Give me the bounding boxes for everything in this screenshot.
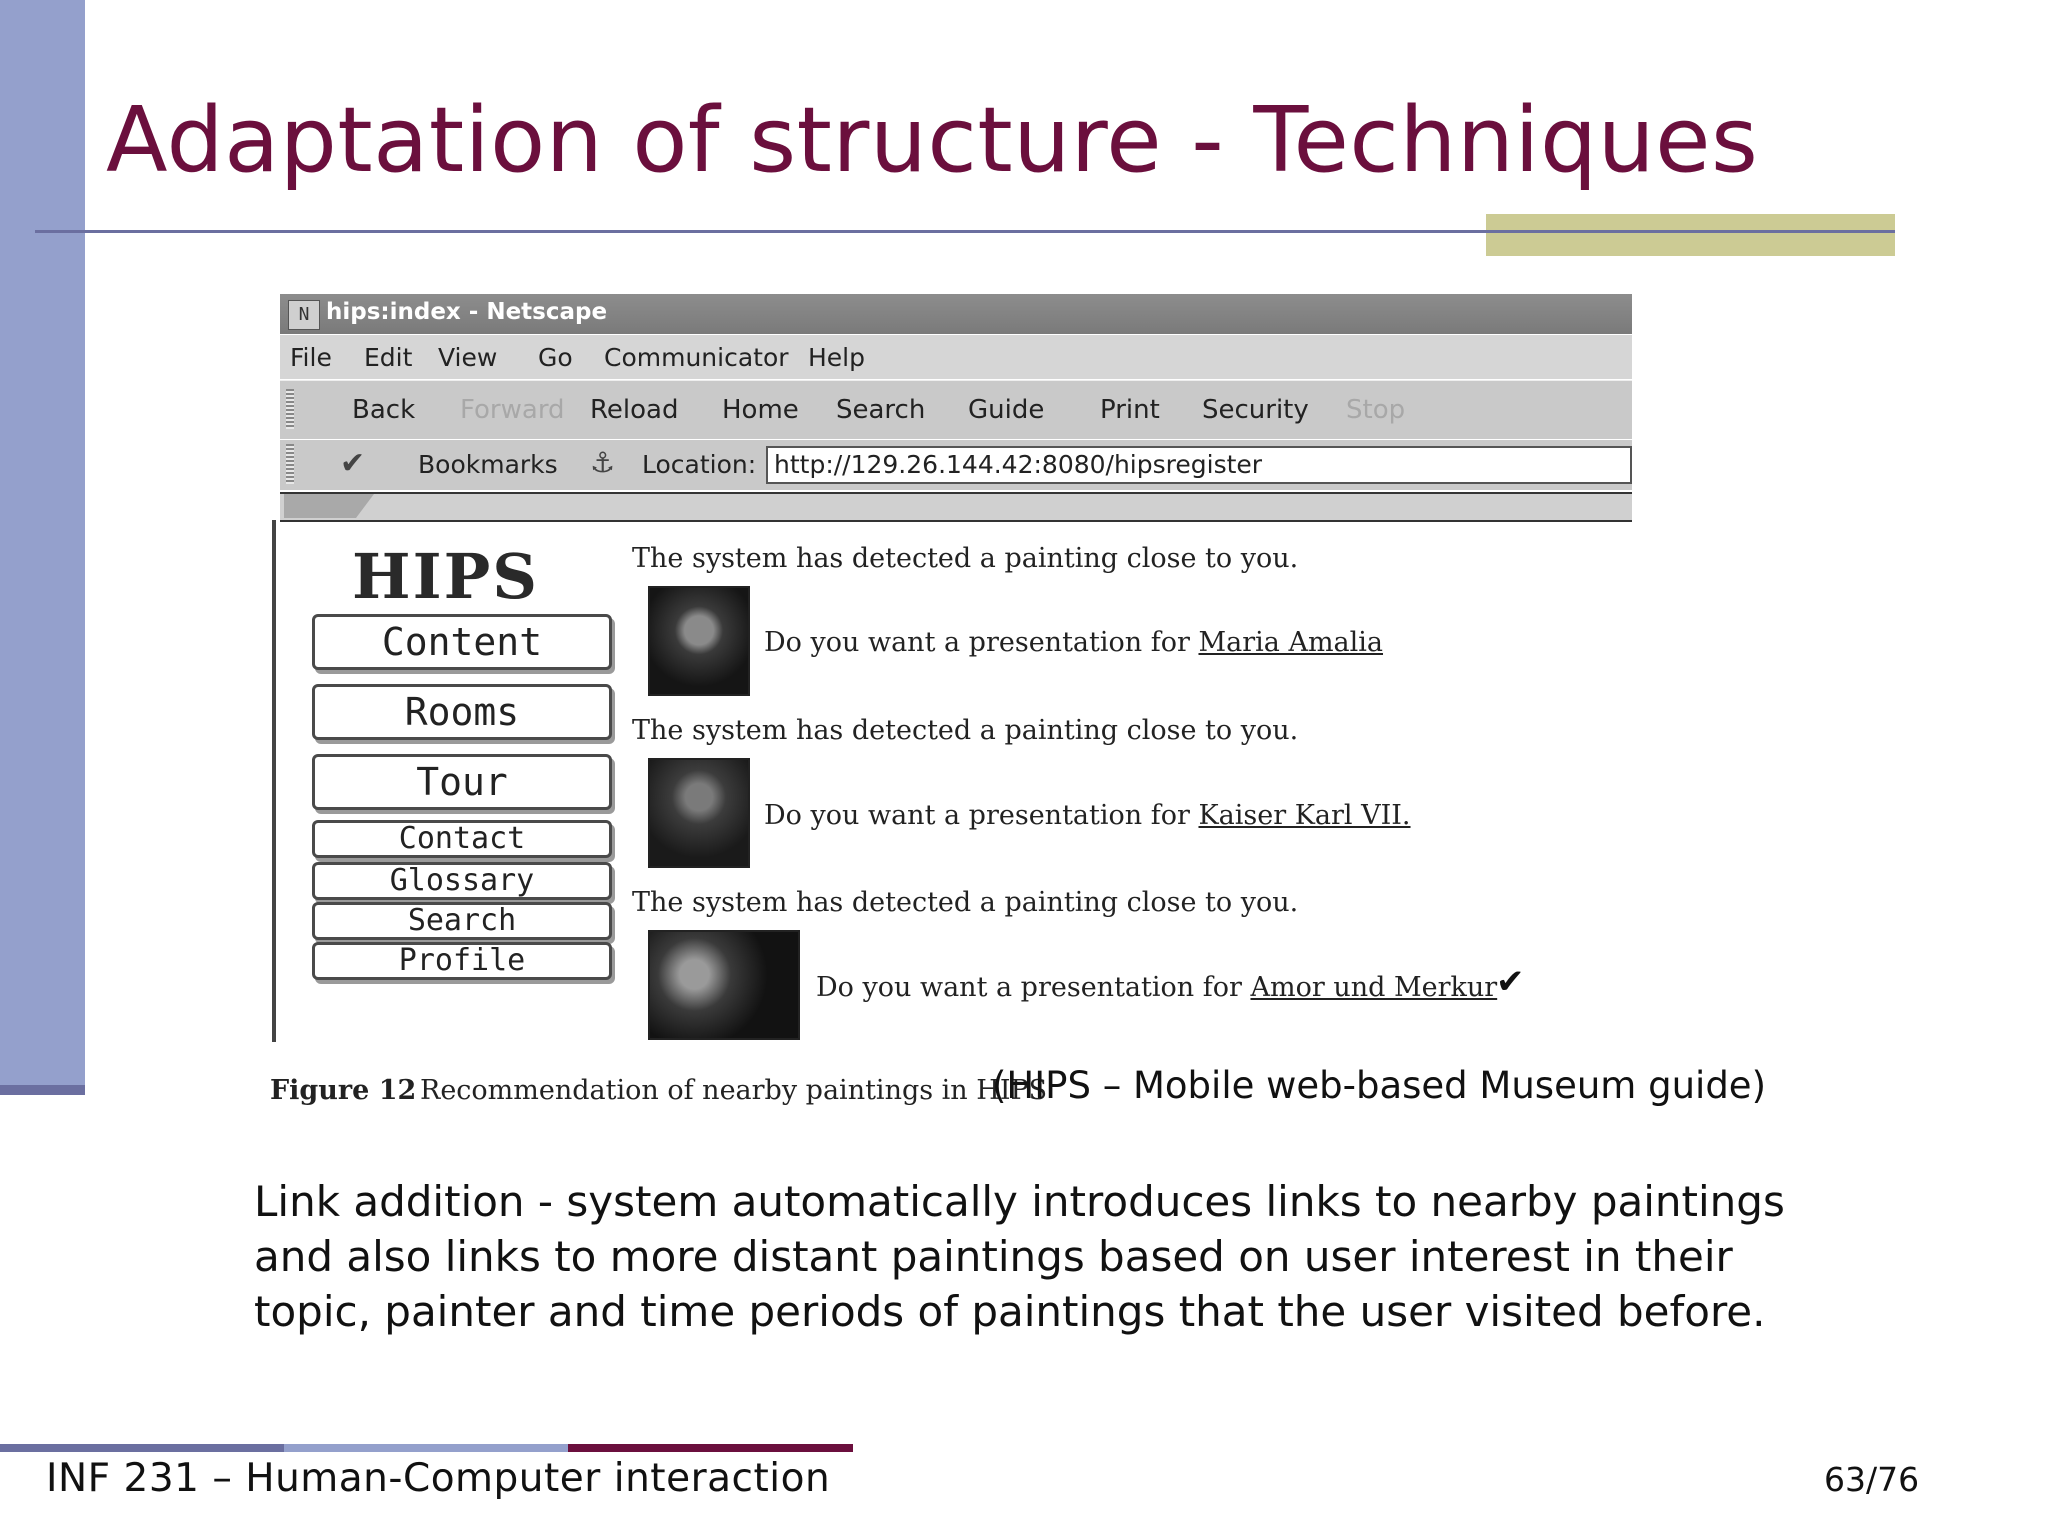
painting-link-kaiser-karl-vii[interactable]: Kaiser Karl VII.: [1198, 800, 1411, 831]
nav-tour-button[interactable]: Tour: [312, 754, 612, 810]
browser-toolbar: [280, 380, 1632, 439]
body-paragraph: [254, 1174, 1814, 1339]
body-line: and also links to more distant paintings based on user interest in their: [254, 1232, 1733, 1281]
print-button[interactable]: Print: [1100, 395, 1160, 425]
painting-link-maria-amalia[interactable]: Maria Amalia: [1198, 627, 1384, 658]
title-accent-block: [1486, 214, 1895, 256]
recommendation-question: [816, 972, 1497, 1003]
netscape-icon: N: [288, 300, 320, 330]
checkmark-icon: ✔: [1496, 962, 1525, 1002]
painting-thumbnail[interactable]: [648, 586, 750, 696]
browser-window-title: hips:index - Netscape: [326, 299, 608, 325]
home-button[interactable]: Home: [722, 395, 799, 425]
page-frame-border: [272, 520, 276, 1042]
figure-caption-number: Figure 12: [270, 1075, 417, 1106]
nav-contact-button[interactable]: Contact: [312, 820, 612, 858]
footer-bar-segment: [0, 1444, 284, 1452]
detected-message: The system has detected a painting close to you.: [632, 887, 1299, 918]
personal-toolbar: [280, 492, 1632, 522]
locationbar-grip[interactable]: [286, 444, 294, 484]
browser-menubar: [280, 335, 1632, 379]
detected-message: The system has detected a painting close to you.: [632, 715, 1299, 746]
detected-message: The system has detected a painting close to you.: [632, 543, 1299, 574]
guide-button[interactable]: Guide: [968, 395, 1045, 425]
bookmarks-button[interactable]: Bookmarks: [418, 450, 558, 479]
menu-communicator[interactable]: Communicator: [604, 343, 789, 372]
left-side-bar: [0, 0, 85, 1085]
painting-link-amor-und-merkur[interactable]: Amor und Merkur: [1250, 972, 1498, 1003]
forward-button[interactable]: Forward: [460, 395, 565, 425]
reload-button[interactable]: Reload: [590, 395, 679, 425]
toolbar-grip[interactable]: [286, 389, 294, 429]
title-rule-overlay: [1486, 230, 1895, 233]
painting-thumbnail[interactable]: [648, 930, 800, 1040]
bookmarks-icon[interactable]: ✔: [340, 446, 366, 481]
figure-caption-text: Recommendation of nearby paintings in HIPS: [420, 1075, 1048, 1106]
menu-file[interactable]: File: [290, 343, 332, 372]
question-prefix: Do you want a presentation for: [816, 972, 1242, 1003]
recommendation-question: [764, 627, 1383, 658]
nav-glossary-button[interactable]: Glossary: [312, 862, 612, 900]
slide-title: Adaptation of structure - Techniques: [106, 88, 1759, 193]
painting-thumbnail[interactable]: [648, 758, 750, 868]
stop-button[interactable]: Stop: [1346, 395, 1406, 425]
menu-go[interactable]: Go: [538, 343, 573, 372]
security-button[interactable]: Security: [1202, 395, 1309, 425]
footer-bar-segment: [568, 1444, 853, 1452]
left-side-bar-foot: [0, 1085, 85, 1095]
body-line: topic, painter and time periods of paintings that the user visited before.: [254, 1287, 1766, 1336]
menu-help[interactable]: Help: [808, 343, 865, 372]
search-button[interactable]: Search: [836, 395, 926, 425]
menu-edit[interactable]: Edit: [364, 343, 413, 372]
recommendation-question: [764, 800, 1411, 831]
body-line: Link addition - system automatically introduces links to nearby paintings: [254, 1177, 1785, 1226]
location-label: Location:: [642, 450, 757, 479]
page-number: 63/76: [1824, 1460, 1920, 1499]
nav-rooms-button[interactable]: Rooms: [312, 684, 612, 740]
nav-profile-button[interactable]: Profile: [312, 942, 612, 980]
location-icon: ⚓: [590, 446, 616, 479]
figure-note: (HIPS – Mobile web-based Museum guide): [992, 1064, 1767, 1107]
hips-logo: HIPS: [352, 540, 539, 613]
footer-bar-segment: [284, 1444, 568, 1452]
menu-view[interactable]: View: [438, 343, 498, 372]
question-prefix: Do you want a presentation for: [764, 627, 1190, 658]
nav-content-button[interactable]: Content: [312, 614, 612, 670]
nav-search-button[interactable]: Search: [312, 902, 612, 940]
back-button[interactable]: Back: [352, 395, 416, 425]
url-input[interactable]: http://129.26.144.42:8080/hipsregister: [766, 446, 1632, 484]
footer-course-title: INF 231 – Human-Computer interaction: [46, 1456, 831, 1501]
question-prefix: Do you want a presentation for: [764, 800, 1190, 831]
